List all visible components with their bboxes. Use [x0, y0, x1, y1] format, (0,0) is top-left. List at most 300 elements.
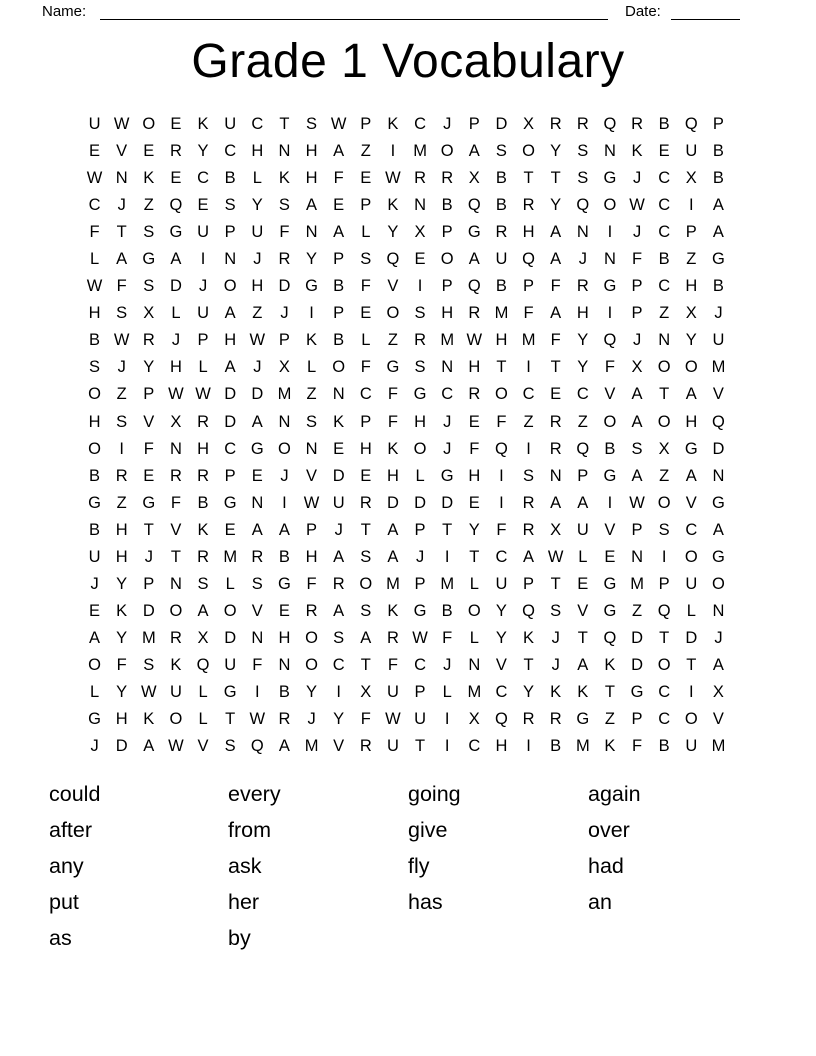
grid-letter-cell: M [413, 142, 427, 161]
grid-letter-cell: A [333, 601, 345, 620]
grid-letter-cell: N [631, 547, 644, 566]
grid-letter-cell: H [251, 277, 264, 296]
grid-letter-cell: O [88, 439, 101, 458]
word-item: from [228, 818, 271, 843]
grid-letter-cell: K [306, 331, 318, 350]
grid-letter-cell: Q [603, 115, 617, 134]
grid-letter-cell: P [631, 710, 643, 729]
grid-letter-cell: W [385, 169, 401, 188]
grid-letter-cell: F [360, 358, 371, 377]
grid-letter-cell: B [495, 277, 507, 296]
grid-letter-cell: T [659, 628, 670, 647]
grid-row [81, 111, 732, 138]
grid-letter-cell: A [577, 655, 589, 674]
grid-letter-cell: E [170, 169, 182, 188]
grid-letter-cell: N [278, 142, 291, 161]
grid-letter-cell: A [631, 466, 643, 485]
grid-letter-cell: G [88, 493, 101, 512]
grid-letter-cell: N [441, 358, 454, 377]
grid-row [81, 706, 732, 733]
grid-letter-cell: R [522, 196, 535, 215]
grid-letter-cell: F [442, 628, 453, 647]
word-item: again [588, 782, 641, 807]
grid-letter-cell: Z [659, 466, 670, 485]
grid-letter-cell: I [607, 304, 613, 323]
grid-letter-cell: D [142, 601, 155, 620]
grid-letter-cell: J [551, 655, 560, 674]
grid-letter-cell: X [712, 683, 724, 701]
grid-letter-cell: Z [632, 601, 643, 620]
word-list-column [408, 777, 461, 920]
grid-letter-cell: P [414, 683, 426, 701]
grid-letter-cell: M [711, 358, 726, 377]
grid-letter-cell: B [197, 493, 209, 512]
grid-letter-cell: W [303, 493, 320, 512]
grid-letter-cell: O [332, 358, 346, 377]
grid-letter-cell: U [495, 574, 508, 593]
grid-letter-cell: A [468, 250, 480, 269]
grid-letter-cell: X [685, 304, 697, 323]
grid-letter-cell: K [387, 196, 399, 215]
grid-letter-cell: I [499, 493, 504, 512]
grid-letter-cell: T [523, 655, 534, 674]
grid-letter-cell: J [253, 358, 262, 377]
grid-letter-cell: L [469, 574, 479, 593]
grid-letter-cell: P [441, 223, 453, 242]
grid-letter-cell: S [360, 601, 372, 620]
grid-letter-cell: W [629, 196, 645, 215]
grid-letter-cell: J [632, 331, 642, 350]
name-blank-line [100, 0, 608, 20]
grid-letter-cell: P [306, 520, 318, 539]
word-item: as [49, 925, 72, 950]
grid-letter-cell: H [197, 439, 210, 458]
grid-letter-cell: R [414, 169, 427, 188]
grid-letter-cell: P [577, 466, 589, 485]
grid-letter-cell: E [468, 493, 480, 512]
grid-letter-cell: T [496, 358, 507, 377]
grid-letter-cell: F [387, 385, 398, 404]
grid-letter-cell: K [116, 601, 128, 620]
grid-letter-cell: H [115, 520, 128, 539]
grid-letter-cell: C [658, 223, 671, 242]
grid-letter-cell: Y [577, 358, 589, 377]
grid-letter-cell: L [198, 358, 208, 377]
grid-letter-cell: Q [684, 115, 698, 134]
grid-letter-cell: F [632, 737, 643, 756]
grid-letter-cell: Q [495, 710, 508, 729]
grid-letter-cell: K [143, 710, 155, 729]
grid-letter-cell: O [440, 250, 454, 269]
grid-letter-cell: U [224, 655, 237, 674]
grid-letter-cell: S [577, 169, 589, 188]
grid-letter-cell: K [197, 115, 209, 134]
grid-letter-cell: N [305, 439, 318, 458]
grid-letter-cell: I [526, 439, 531, 458]
grid-letter-cell: F [550, 331, 561, 350]
grid-letter-cell: N [278, 412, 291, 431]
grid-letter-cell: Q [495, 439, 508, 458]
grid-letter-cell: C [88, 196, 101, 215]
grid-letter-cell: B [278, 547, 290, 566]
grid-letter-cell: Q [467, 277, 481, 296]
grid-letter-cell: R [549, 115, 562, 134]
grid-letter-cell: D [332, 466, 345, 485]
grid-letter-cell: O [657, 412, 671, 431]
grid-letter-cell: Z [686, 250, 697, 269]
grid-letter-cell: D [685, 628, 698, 647]
grid-letter-cell: V [495, 655, 507, 674]
grid-letter-cell: A [685, 466, 697, 485]
grid-letter-cell: T [686, 655, 697, 674]
grid-letter-cell: Y [550, 142, 562, 161]
grid-letter-cell: G [603, 466, 617, 485]
grid-letter-cell: R [332, 574, 345, 593]
grid-letter-cell: U [386, 683, 399, 701]
grid-letter-cell: N [278, 655, 291, 674]
grid-letter-cell: W [466, 331, 483, 350]
grid-letter-cell: W [547, 547, 564, 566]
grid-letter-cell: I [444, 710, 450, 729]
grid-letter-cell: D [115, 737, 128, 756]
grid-letter-cell: G [576, 710, 590, 729]
grid-letter-cell: G [712, 547, 725, 566]
grid-letter-cell: E [414, 250, 426, 269]
grid-letter-cell: G [223, 683, 237, 701]
grid-letter-cell: A [197, 601, 209, 620]
grid-letter-cell: N [224, 250, 237, 269]
grid-letter-cell: F [143, 439, 154, 458]
grid-letter-cell: W [249, 710, 266, 729]
grid-letter-cell: Z [116, 385, 127, 404]
grid-letter-cell: C [658, 169, 671, 188]
grid-row [81, 327, 732, 354]
grid-letter-cell: B [441, 196, 453, 215]
grid-letter-cell: B [89, 466, 101, 485]
grid-letter-cell: M [277, 385, 292, 404]
grid-letter-cell: S [495, 142, 507, 161]
grid-letter-cell: M [440, 574, 455, 593]
grid-letter-cell: F [279, 223, 290, 242]
name-label: Name: [42, 3, 87, 20]
grid-letter-cell: S [577, 142, 589, 161]
grid-letter-cell: O [169, 710, 183, 729]
grid-letter-cell: Y [306, 250, 318, 269]
grid-letter-cell: O [88, 655, 101, 674]
grid-letter-cell: H [224, 331, 237, 350]
grid-letter-cell: W [86, 169, 103, 188]
grid-letter-cell: R [576, 115, 589, 134]
grid-letter-cell: N [251, 628, 264, 647]
grid-letter-cell: A [333, 223, 345, 242]
grid-letter-cell: P [197, 331, 209, 350]
grid-letter-cell: K [387, 601, 399, 620]
grid-letter-cell: S [414, 358, 426, 377]
grid-letter-cell: O [657, 493, 671, 512]
grid-letter-cell: C [414, 655, 427, 674]
grid-letter-cell: W [113, 115, 130, 134]
grid-letter-cell: V [685, 493, 697, 512]
grid-letter-cell: U [685, 574, 698, 593]
grid-row [81, 354, 732, 381]
grid-letter-cell: Z [577, 412, 588, 431]
grid-letter-cell: B [278, 683, 290, 701]
grid-letter-cell: R [495, 223, 508, 242]
grid-letter-cell: D [224, 385, 237, 404]
grid-letter-cell: L [225, 574, 235, 593]
grid-letter-cell: E [251, 466, 263, 485]
grid-letter-cell: W [195, 385, 211, 404]
grid-letter-cell: Q [522, 601, 535, 620]
grid-letter-cell: X [414, 223, 426, 242]
grid-row [81, 490, 732, 517]
grid-letter-cell: E [468, 412, 480, 431]
word-item: had [588, 853, 624, 878]
grid-row [81, 436, 732, 463]
grid-letter-cell: O [684, 547, 698, 566]
grid-letter-cell: X [468, 169, 480, 188]
grid-letter-cell: U [712, 331, 725, 350]
grid-letter-cell: M [440, 331, 455, 350]
grid-letter-cell: D [386, 493, 399, 512]
grid-letter-cell: R [169, 628, 182, 647]
grid-letter-cell: M [494, 304, 509, 323]
grid-letter-cell: X [658, 439, 670, 458]
word-item: could [49, 782, 101, 807]
grid-letter-cell: F [89, 223, 100, 242]
grid-letter-cell: V [143, 412, 155, 431]
grid-letter-cell: Q [603, 331, 617, 350]
grid-letter-cell: H [468, 358, 481, 377]
grid-letter-cell: P [414, 520, 426, 539]
grid-letter-cell: B [441, 601, 453, 620]
grid-row [81, 733, 732, 760]
grid-row [81, 571, 732, 598]
grid-letter-cell: J [253, 250, 262, 269]
grid-letter-cell: E [89, 601, 101, 620]
grid-letter-cell: S [306, 412, 318, 431]
grid-letter-cell: G [603, 169, 617, 188]
grid-letter-cell: J [714, 628, 723, 647]
grid-letter-cell: T [550, 169, 561, 188]
grid-letter-cell: I [689, 683, 694, 701]
grid-letter-cell: A [550, 493, 562, 512]
grid-letter-cell: A [550, 304, 562, 323]
grid-letter-cell: Q [576, 196, 590, 215]
grid-letter-cell: G [712, 250, 725, 269]
grid-letter-cell: H [685, 412, 698, 431]
grid-letter-cell: U [386, 737, 399, 756]
word-item: over [588, 818, 630, 843]
grid-letter-cell: A [360, 628, 372, 647]
grid-letter-cell: O [169, 601, 183, 620]
grid-letter-cell: J [280, 466, 289, 485]
grid-letter-cell: C [332, 655, 345, 674]
grid-letter-cell: O [467, 601, 481, 620]
grid-letter-cell: L [415, 466, 425, 485]
grid-letter-cell: S [224, 196, 236, 215]
grid-letter-cell: G [88, 710, 101, 729]
grid-letter-cell: R [549, 439, 562, 458]
grid-letter-cell: I [661, 547, 667, 566]
grid-letter-cell: T [360, 655, 371, 674]
grid-letter-cell: S [550, 601, 562, 620]
grid-letter-cell: Y [495, 628, 507, 647]
grid-letter-cell: P [631, 277, 643, 296]
grid-letter-cell: T [279, 115, 290, 134]
grid-letter-cell: G [413, 601, 427, 620]
word-item: ask [228, 853, 262, 878]
grid-letter-cell: A [550, 223, 562, 242]
grid-letter-cell: U [197, 223, 210, 242]
grid-row [81, 381, 732, 408]
grid-letter-cell: P [468, 115, 480, 134]
grid-letter-cell: J [632, 169, 642, 188]
grid-letter-cell: A [333, 142, 345, 161]
grid-row [81, 517, 732, 544]
grid-letter-cell: D [169, 277, 182, 296]
grid-letter-cell: L [252, 169, 262, 188]
grid-letter-cell: U [332, 493, 345, 512]
grid-letter-cell: A [278, 520, 290, 539]
grid-letter-cell: A [278, 737, 290, 756]
grid-letter-cell: L [469, 628, 479, 647]
grid-letter-cell: P [414, 574, 426, 593]
grid-letter-cell: H [359, 439, 372, 458]
grid-letter-cell: W [86, 277, 103, 296]
grid-row [81, 219, 732, 246]
grid-letter-cell: S [523, 466, 535, 485]
grid-letter-cell: N [414, 196, 427, 215]
grid-letter-cell: E [360, 304, 372, 323]
grid-letter-cell: X [685, 169, 697, 188]
grid-letter-cell: M [223, 547, 238, 566]
grid-row [81, 138, 732, 165]
grid-letter-cell: C [658, 710, 671, 729]
grid-letter-cell: N [603, 142, 616, 161]
grid-letter-cell: T [577, 628, 588, 647]
grid-letter-cell: T [604, 683, 615, 701]
grid-letter-cell: B [495, 169, 507, 188]
grid-letter-cell: S [224, 737, 236, 756]
grid-letter-cell: K [170, 655, 182, 674]
grid-letter-cell: N [549, 466, 562, 485]
grid-letter-cell: J [632, 223, 642, 242]
grid-letter-cell: Q [712, 412, 725, 431]
grid-letter-cell: J [578, 250, 587, 269]
grid-letter-cell: C [441, 385, 454, 404]
grid-letter-cell: B [224, 169, 236, 188]
grid-letter-cell: J [90, 574, 99, 593]
grid-letter-cell: I [336, 683, 341, 701]
grid-row [81, 463, 732, 490]
grid-letter-cell: C [251, 115, 264, 134]
grid-letter-cell: A [712, 655, 724, 674]
grid-letter-cell: O [278, 439, 291, 458]
grid-letter-cell: A [224, 304, 236, 323]
grid-row [81, 409, 732, 436]
grid-letter-cell: G [142, 493, 156, 512]
grid-letter-cell: E [550, 385, 562, 404]
grid-letter-cell: A [631, 385, 643, 404]
grid-letter-cell: L [361, 331, 371, 350]
grid-letter-cell: R [115, 466, 128, 485]
grid-letter-cell: K [387, 115, 399, 134]
grid-letter-cell: S [251, 574, 263, 593]
grid-letter-cell: R [359, 737, 372, 756]
word-item: every [228, 782, 281, 807]
grid-letter-cell: M [386, 574, 400, 593]
grid-letter-cell: A [387, 520, 399, 539]
grid-letter-cell: O [413, 439, 427, 458]
grid-letter-cell: J [415, 547, 425, 566]
grid-letter-cell: X [523, 115, 535, 134]
grid-letter-cell: G [142, 250, 156, 269]
grid-letter-cell: L [198, 710, 208, 729]
grid-letter-cell: O [495, 385, 508, 404]
grid-letter-cell: X [360, 683, 372, 701]
grid-letter-cell: E [333, 196, 345, 215]
grid-letter-cell: C [359, 385, 372, 404]
grid-letter-cell: E [658, 142, 670, 161]
grid-letter-cell: O [88, 385, 101, 404]
grid-letter-cell: N [332, 385, 345, 404]
grid-letter-cell: G [169, 223, 183, 242]
grid-letter-cell: H [414, 412, 427, 431]
word-item: fly [408, 853, 430, 878]
grid-letter-cell: E [143, 466, 155, 485]
grid-letter-cell: D [712, 439, 725, 458]
grid-letter-cell: S [143, 655, 155, 674]
grid-letter-cell: C [495, 683, 508, 701]
grid-letter-cell: N [576, 223, 589, 242]
grid-letter-cell: U [251, 223, 264, 242]
grid-letter-cell: E [278, 601, 290, 620]
grid-letter-cell: C [658, 196, 671, 215]
grid-letter-cell: V [333, 737, 345, 756]
grid-letter-cell: L [578, 547, 588, 566]
grid-letter-cell: X [170, 412, 182, 431]
grid-letter-cell: Y [468, 520, 480, 539]
grid-letter-cell: Y [116, 574, 128, 593]
grid-letter-cell: V [712, 385, 724, 404]
grid-letter-cell: H [169, 358, 182, 377]
grid-letter-cell: F [496, 412, 507, 431]
grid-letter-cell: N [603, 250, 616, 269]
grid-letter-cell: J [90, 737, 99, 756]
grid-letter-cell: N [251, 493, 264, 512]
grid-letter-cell: C [495, 547, 508, 566]
grid-letter-cell: V [577, 601, 589, 620]
grid-letter-cell: T [116, 223, 127, 242]
grid-letter-cell: G [603, 277, 617, 296]
grid-row [81, 273, 732, 300]
grid-letter-cell: J [144, 547, 153, 566]
grid-letter-cell: D [631, 655, 644, 674]
grid-letter-cell: E [360, 466, 372, 485]
grid-letter-cell: E [604, 547, 616, 566]
grid-letter-cell: Q [169, 196, 183, 215]
grid-letter-cell: M [304, 737, 319, 756]
grid-letter-cell: F [360, 710, 371, 729]
grid-letter-cell: U [576, 520, 589, 539]
grid-letter-cell: B [658, 115, 670, 134]
grid-letter-cell: K [197, 520, 209, 539]
grid-letter-cell: S [360, 250, 372, 269]
grid-letter-cell: N [468, 655, 481, 674]
grid-letter-cell: U [224, 115, 237, 134]
grid-letter-cell: P [523, 574, 535, 593]
